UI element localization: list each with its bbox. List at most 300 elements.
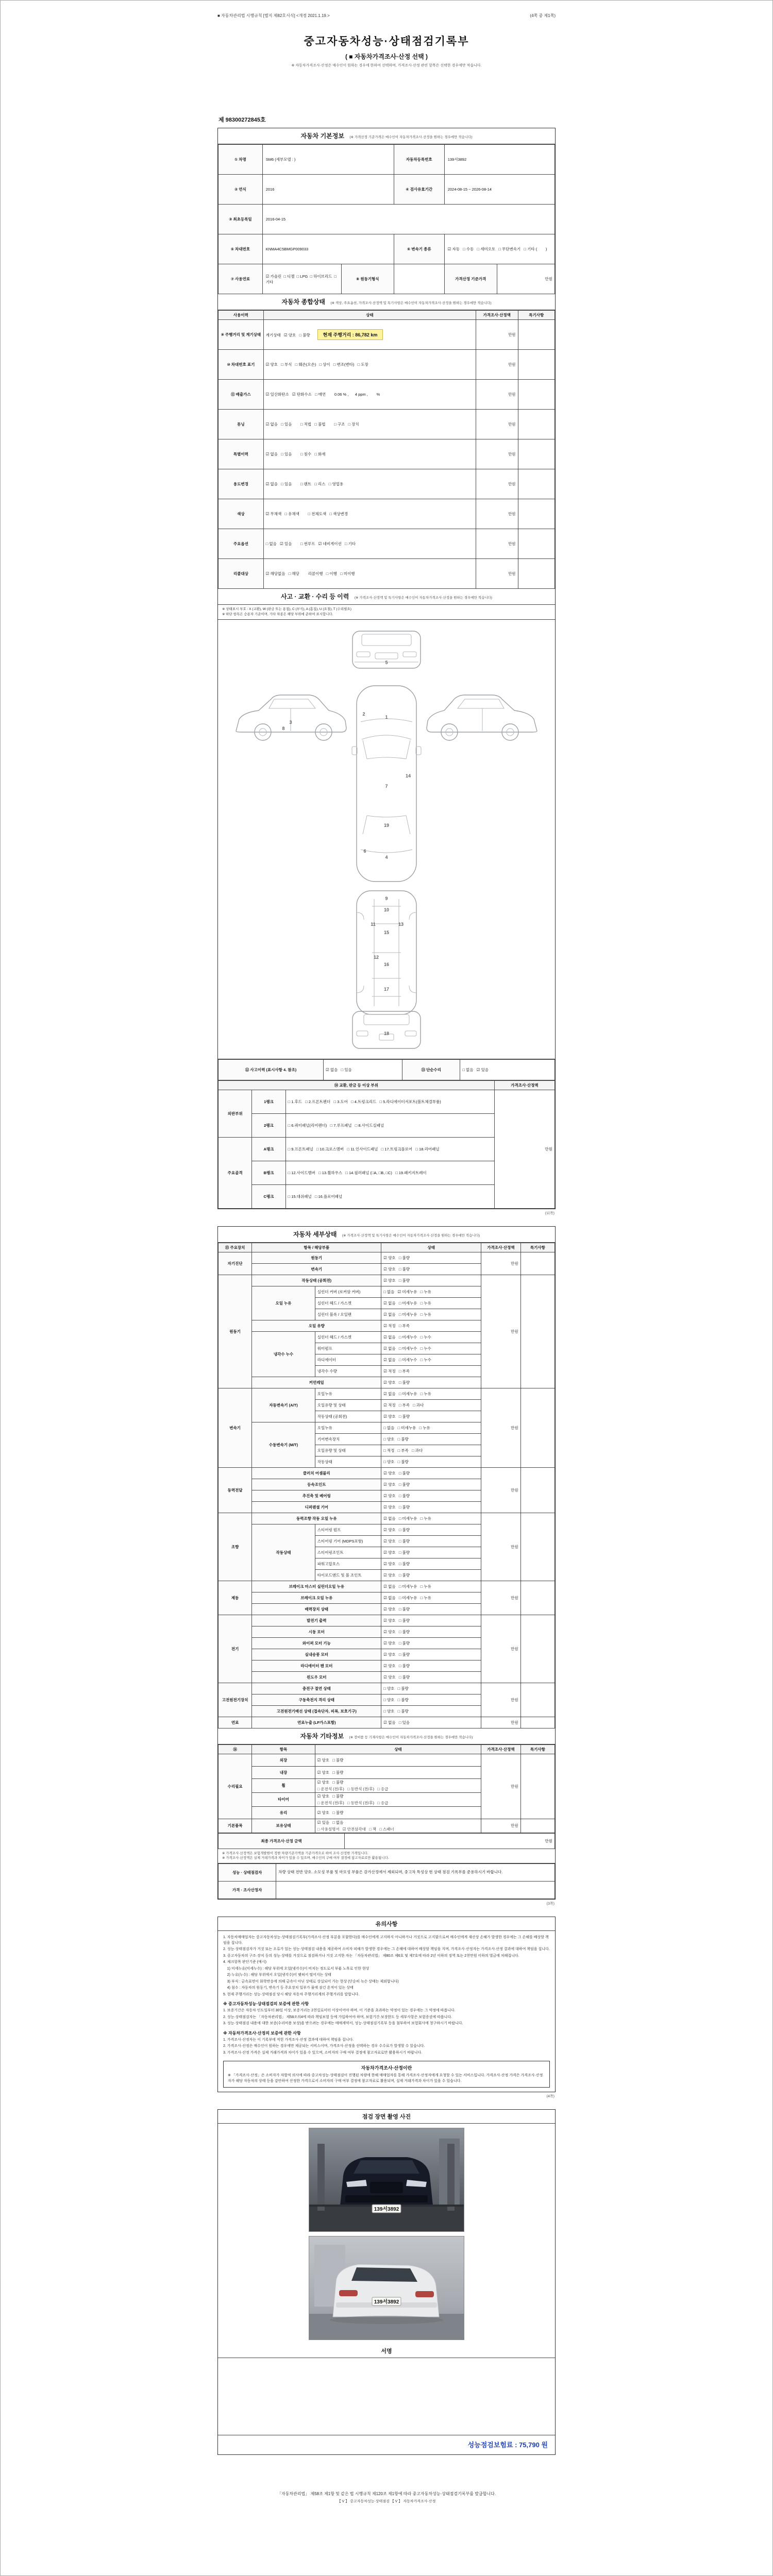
transmission-label: ⑥ 변속기 종류 [394,234,444,264]
status-options: ☑ 있음 □ 없음 □ 사용설명서 ☑ 안전삼각대 □ 잭 □ 스패너 [315,1819,481,1833]
table-row [219,1059,555,1080]
status-options: ☑ 양호 □ 불량 [315,1806,481,1819]
status-options: ☑ 양호 □ 부식 □ 훼손(오손) □ 상이 □ 변조(변타) □ 도장 [265,362,368,367]
status-options: □ 적정 □ 부족 □ 과다 [381,1445,481,1456]
table-row [219,145,555,175]
price-amount: 만원 [481,1615,521,1683]
status-options: ☑ 없음 □ 미세누유 □ 누유 [381,1309,481,1320]
usage-history-row [219,439,555,469]
item-label: 자동변속기 (A/T) [252,1388,315,1422]
other-info-header [218,1728,555,1744]
status-options: ☑ 양호 □ 불량 [315,1754,481,1766]
item-label: 동력조향 작동 오일 누유 [252,1513,381,1524]
rank-label: A랭크 [252,1137,285,1161]
device-group-label: 원동기 [219,1275,252,1388]
device-group-label: 동력전달 [219,1467,252,1513]
status-options: ☑ 양호 □ 불량 [381,1671,481,1683]
device-condition-row [219,1717,555,1728]
item-label: 타이어 [252,1792,315,1806]
status-options: ☑ 양호 □ 불량 [381,1501,481,1513]
form-sheet [217,13,556,2504]
fuel-label: ⑦ 사용연료 [219,264,263,294]
accident-title: 사고 · 교환 · 수리 등 이력 [281,593,349,600]
price-note-2: ※ 가격조사·산정액은 실제 거래가격과 차이가 있을 수 있으며, 매수인의 구매 여부 결정에 참고자료로만 활용됩니다. [222,1856,389,1860]
price-amount: 만원 [476,410,518,439]
col-status: 상태 [315,1744,481,1754]
notice-item: 2. 성능·상태점검자가 거짓 또는 오류가 있는 성능·상태점검 내용을 제공하여 소비자 피해가 발생한 경우에는 그 손해에 대하여 배상할 책임을 지며, 가격조사·산정자는 가격조사·산정 결과에 대하여 책임을 집니다. [223,1947,550,1951]
price-amount: 만원 [476,380,518,410]
status-options: ☑ 양호 □ 불량 [381,1411,481,1422]
panel-number-label: 8 [282,725,285,731]
subitem-label: 실린더 헤드 / 가스켓 [315,1297,381,1309]
item-label: 구동축전지 격리 상태 [252,1694,381,1705]
remark-cell [520,1754,554,1819]
title-block [217,33,556,68]
item-label: 휠 [252,1778,315,1792]
panel-number-label: 14 [405,773,411,778]
status-options: ☑ 없음 □ 있음 □ 침수 □ 화재 [265,452,326,456]
usage-item-status [263,469,476,499]
remark-cell [520,1275,554,1388]
col-status: 상태 [263,311,476,320]
status-options: ☑ 양호 □ 불량 [381,1490,481,1501]
item-label: 작동상태 [252,1524,315,1581]
item-label: 브레이크 마스터 실린더오일 누유 [252,1581,381,1592]
usage-history-row [219,380,555,410]
device-group-label: 기본품목 [219,1819,252,1833]
price-amount: 만원 [476,559,518,589]
subitem-label: 오일유량 및 상태 [315,1399,381,1411]
usage-history-row [219,529,555,559]
table-row [219,1864,555,1882]
device-condition-row [219,1275,555,1286]
summary-header [218,294,555,310]
item-label: 커먼레일 [252,1377,381,1388]
device-condition-row [219,1615,555,1626]
notice-item: 4. 체크항목 판단기준 (예시) [223,1960,266,1964]
status-options: ☑ 양호 □ 불량 [381,1524,481,1535]
status-options: □ 없음 ☑ 미세누유 □ 누유 [381,1286,481,1297]
usage-item-status [263,410,476,439]
status-options: ☑ 없음 □ 미세누유 □ 누유 [381,1581,481,1592]
inspection-photo-rear [309,2236,464,2340]
price-appraisal-definition-box [223,2061,550,2088]
remark-cell [518,350,554,380]
usage-item-label: ⑨ 주행거리 및 계기상태 [219,320,264,350]
rank-label: B랭크 [252,1161,285,1184]
exchange-title: ⑭ 교환, 판금 등 이상 부위 [219,1080,495,1090]
device-condition-row [219,1388,555,1399]
panel-group-label: 주요골격 [219,1137,252,1208]
item-label: 브레이크 오일 누유 [252,1592,381,1603]
col-remarks: 특기사항 [520,1744,554,1754]
car-name-value: SM6 (세부모델 : ) [262,145,394,175]
panel-number-label: 12 [373,954,379,960]
status-options: □ 없음 ☑ 있음 □ 썬루프 ☑ 네비게이션 □ 기타 [265,541,356,546]
price-select-line: ( ■ 자동차가격조사·산정 선택 ) [345,53,428,60]
basic-info-table [218,144,555,294]
remark-cell [520,1467,554,1513]
item-label: 발전기 출력 [252,1615,381,1626]
status-options: ☑ 양호 □ 불량 [381,1569,481,1581]
status-options: ☑ 양호 □ 불량 [381,1637,481,1649]
status-options: ☑ 없음 □ 미세누유 □ 누유 [381,1592,481,1603]
price-amount: 만원 [481,1754,521,1819]
col-amount: 가격조사·산정액 [481,1243,521,1252]
panel-number-label: 6 [363,848,366,854]
rank-items: □ 1.후드 □ 2.프론트펜더 □ 3.도어 □ 4.트렁크리드 □ 5.라디에이터서포트(볼트체결부품) [285,1090,494,1113]
device-group-label: 제동 [219,1581,252,1615]
device-condition-row [219,1683,555,1694]
item-label: 클러치 어셈블리 [252,1467,381,1479]
status-options: ☑ 양호 □ 불량 [381,1252,481,1263]
col-usage-history: 사용이력 [219,311,264,320]
form-footer [217,2491,556,2504]
summary-note: (※ 색상, 주요옵션, 가격조사·산정액 및 특기사항은 매수인이 자동차가격조사·산정을 원하는 경우에만 적습니다) [330,301,492,305]
panel-number-label: 7 [385,783,388,789]
notice-item: 1. 자동차매매업자는 중고자동차성능·상태점검기록부(가격조사·산정 부분을 포함한다)를 매수인에게 고지하지 아니하거나 거짓으로 고지함으로써 매수인에게 재산상 손해가 발생한 경우에는 그 손해를 배상할 책임을 집니다. [223,1936,549,1945]
status-options: ☑ 없음 □ 미세누수 □ 누수 [381,1331,481,1343]
panel-number-label: 13 [398,921,404,927]
panel-number-label: 5 [385,659,388,665]
subitem-label: 라디에이터 [315,1354,381,1365]
pricing-section-title: ※ 자동차가격조사·산정의 보증에 관한 사항 [223,2030,301,2036]
remark-cell [518,499,554,529]
remark-cell [520,1615,554,1683]
usage-item-label: ⑩ 차대번호 표기 [219,350,264,380]
car-rear-view [352,1011,421,1048]
insurance-fee-label: 성능점검보험료 : [467,2441,517,2449]
car-panel-diagram [218,620,555,1059]
table-row [219,205,555,234]
panel-group-label: 외판부위 [219,1090,252,1137]
column-header-row [219,1243,555,1252]
col-amount: 가격조사·산정액 [476,311,518,320]
subitem-label: 기어변속장치 [315,1433,381,1445]
definition-text: ※ 「가격조사·산정」은 소비자가 자발적 의사에 따라 중고차성능·상태점검이 진행된 차량에 한해 매매업자를 통해 가격조사·산정자에게 요청할 수 있는 서비스입니다. 가격조사·산정 가격은 가격조사·산정자가 해당 자동차의 상태 등을 감안하여 산정한 가격으로서 소비자의 구매 여부 결정에 참고자료로 활용되며, 실제 거래가격과 차이가 있을 수 있습니다. [228,2074,543,2083]
usage-history-row [219,559,555,589]
notice-item: 2. 가격조사·산정은 매수인이 원하는 경우에만 제공되는 서비스이며, 가격조사·산정을 선택하는 경우 수수료가 발생할 수 있습니다. [223,2044,425,2048]
first-reg-label: ③ 최초등록일 [219,205,263,234]
panel-number-label: 2 [362,711,365,717]
price-select-note: ※ 자동차가격조사·산정은 매수인이 원하는 경우에 한하여 선택하며, 가격조사·산정 관련 항목은 선택한 경우에만 적습니다. [291,64,482,67]
definition-title: 자동차가격조사·산정이란 [361,2065,412,2071]
subitem-label: 오일누유 [315,1388,381,1399]
device-group-label: 고전원전기장치 [219,1683,252,1717]
panel-number-label: 4 [385,854,388,860]
diagram-legend [218,605,555,620]
remark-cell [520,1252,554,1275]
accident-note: (※ 가격조사·산정액 및 특기사항은 매수인이 자동차가격조사·산정을 원하는 경우에만 적습니다) [354,596,492,600]
final-price-label: 최종 가격조사·산정 금액 [219,1833,345,1849]
document-number: 제 98300272845호 [219,117,266,123]
legend-basis: ※ 하단 항목은 승용차 기준이며, 기타 차종은 해당 부위에 준하여 표시합니다. [222,612,333,616]
device-condition-row [219,1252,555,1263]
item-label: 연료누출 (LP가스포함) [252,1717,381,1728]
status-options: ☑ 양호 □ 불량 [381,1626,481,1637]
price-amount: 만원 [476,469,518,499]
status-options: ☑ 양호 □ 불량 [381,1615,481,1626]
insurance-fee-value: 75,790 원 [519,2441,548,2449]
detail-header [218,1227,555,1243]
subitem-label: 워터펌프 [315,1343,381,1354]
panel-number-label: 16 [383,961,390,967]
basic-info-title: 자동차 기본정보 [300,132,344,140]
device-condition-row [219,1819,555,1833]
col-item: 항목 [252,1744,315,1754]
fuel-options: ☑ 가솔린 □ 디젤 □ LPG □ 하이브리드 □ 기타 [262,264,341,294]
status-options: ☑ 양호 □ 불량 [381,1377,481,1388]
column-header-row [219,311,555,320]
warranty-section-title: ※ 중고자동차성능·상태점검의 보증에 관한 사항 [223,2002,309,2006]
page-4 [217,2109,556,2455]
basic-info-header [218,128,555,144]
top-strip [217,13,556,19]
item-label: 원동기 [252,1252,381,1263]
table-row [219,1882,555,1899]
item-label: 외장 [252,1754,315,1766]
final-price-table [218,1833,555,1849]
price-amount: 만원 [481,1252,521,1275]
remark-cell [518,469,554,499]
price-amount: 만원 [481,1819,521,1833]
usage-item-status [263,380,476,410]
car-side-view-right [427,695,537,740]
usage-item-label: 튜닝 [219,410,264,439]
usage-item-label: 용도변경 [219,469,264,499]
panel-number-label: 15 [383,929,390,935]
column-header-row [219,1744,555,1754]
status-options: ☑ 양호 □ 불량 [381,1275,481,1286]
panel-number-label: 11 [371,921,376,927]
page-3 [217,1917,556,2092]
remark-cell [518,380,554,410]
item-label: 와이퍼 모터 기능 [252,1637,381,1649]
license-plate-rear: 139서3892 [374,2299,399,2305]
subitem-label: 실린더 헤드 / 가스켓 [315,1331,381,1343]
status-options: □ 양호 □ 불량 [381,1456,481,1467]
accident-header [218,589,555,605]
device-group-label: 전기 [219,1615,252,1683]
usage-item-status [263,559,476,589]
notice-item: 2. 성능·상태점검자는 「자동차관리법」 제58조의4에 따라 책임보험 등에 가입하여야 하며, 보험기간·보장한도 등 세부사항은 보험증권에 따릅니다. [223,2015,452,2019]
usage-history-row [219,410,555,439]
base-price-label: 가격산정 기준가격 [444,264,497,294]
status-options: ☑ 양호 □ 불량 [315,1766,481,1778]
photo-rear-svg [309,2236,464,2340]
rank-label: 1랭크 [252,1090,285,1113]
transmission-options: ☑ 자동 □ 수동 □ 세미오토 □ 무단변속기 □ 기타 ( ) [444,234,554,264]
price-amount: 만원 [476,320,518,350]
car-name-label: ① 차명 [219,145,263,175]
price-amount: 만원 [476,439,518,469]
status-options: ☑ 없음 □ 미세누유 □ 누유 [381,1513,481,1524]
table-row [219,234,555,264]
usage-item-status [263,350,476,380]
item-label: 라디에이터 팬 모터 [252,1660,381,1671]
summary-table [218,310,555,589]
device-group-label: 수리필요 [219,1754,252,1819]
price-amount: 만원 [481,1683,521,1717]
item-label: 등속조인트 [252,1479,381,1490]
status-options: ☑ 적정 □ 부족 [381,1320,481,1331]
status-options: □ 양호 □ 불량 [381,1433,481,1445]
inspection-insurance-fee [218,2435,555,2454]
notice-warranty-list [223,2008,550,2027]
vin-label: ⑤ 차대번호 [219,234,263,264]
status-options: ☑ 해당없음 □ 해당 리콜이행 □ 이행 □ 미이행 [265,571,355,576]
rank-label: C랭크 [252,1184,285,1208]
col-item-part: 항목 / 해당부품 [252,1243,381,1252]
status-options: 계기상태 ☑ 양호 □ 불량 [265,333,310,337]
panel-number-label: 1 [385,714,388,720]
status-suboptions: □ 운전석 (전/후) □ 동반석 (전/후) □ 응급 [317,1800,389,1805]
table-row [219,1833,555,1849]
status-options: ☑ 없음 □ 있음 □ 렌트 □ 리스 □ 영업용 [265,482,344,486]
col-group: ⑯ [219,1744,252,1754]
car-side-view-left [236,695,346,740]
status-options: ☑ 적정 □ 부족 [381,1365,481,1377]
status-options: □ 양호 □ 불량 [381,1694,481,1705]
col-status: 상태 [381,1243,481,1252]
notice-item: 3. 중고자동차의 구조·장치 등의 성능·상태를 거짓으로 점검하거나 거짓 고지한 자는 「자동차관리법」 제80조 제6호 및 제7호에 따라 2년 이하의 징역 또는 2천만원 이하의 벌금에 처해집니다. [223,1954,519,1958]
status-options: ☑ 양호 □ 불량 [381,1467,481,1479]
usage-item-label: 특별이력 [219,439,264,469]
status-options: ☑ 양호 □ 불량 [381,1535,481,1547]
reg-no-label: 자동차등록번호 [394,145,444,175]
subitem-label: 냉각수 수량 [315,1365,381,1377]
inspection-period-label: ④ 검사유효기간 [394,175,444,205]
status-options: ☑ 양호 □ 불량 [381,1263,481,1275]
simple-repair-status: □ 없음 ☑ 있음 [460,1059,555,1080]
remark-cell [520,1717,554,1728]
device-condition-row [219,1754,555,1766]
status-options: ☑ 없음 □ 미세누수 □ 누수 [381,1354,481,1365]
appraiser-opinion-text [276,1882,555,1899]
status-options: ☑ 없음 □ 있음 [381,1717,481,1728]
price-amount: 만원 [476,499,518,529]
column-header-row [219,1080,555,1090]
item-label: 냉각수 누수 [252,1331,315,1377]
rank-items: □ 9.프론트패널 □ 10.크로스멤버 □ 11.인사이드패널 □ 17.트렁크플로어 □ 18.리어패널 [285,1137,494,1161]
inspector-role-label: 성능 · 상태점검자 [219,1864,276,1882]
engine-type-label: ⑧ 원동기형식 [341,264,394,294]
col-major-device: ⑮ 주요장치 [219,1243,252,1252]
item-label: 충전구 절연 상태 [252,1683,381,1694]
back-page-marker: (뒤쪽) [545,1211,554,1215]
subitem-label: 오일누유 [315,1422,381,1433]
detail-note: (※ 가격조사·산정액 및 특기사항은 매수인이 자동차가격조사·산정을 원하는 경우에만 적습니다) [342,1233,480,1238]
form-reference: ■ 자동차관리법 시행규칙 [별지 제82호서식] <개정 2021.1.19.> [217,13,330,18]
subitem-label: 실린더 블록 / 오일팬 [315,1309,381,1320]
notice-item: 4) 침수 : 자동차의 원동기, 변속기 등 주요장치 일부가 물에 잠긴 흔적이 있는 상태 [223,1986,354,1990]
notice-body [218,1931,555,2092]
engine-type-value [394,264,444,294]
footer-check-line: 【 V 】 중고자동차성능·상태점검 【 V 】 자동차가격조사·산정 [337,2500,436,2503]
item-label: 디퍼렌셜 기어 [252,1501,381,1513]
notice-item: 3. 가격조사·산정 가격은 실제 거래가격과 차이가 있을 수 있으며, 소비자의 구매 여부 결정에 참고자료로만 활용하시기 바랍니다. [223,2050,423,2055]
notice-item: 1. 가격조사·산정자는 이 기록부에 적힌 가격조사·산정 결과에 대하여 책임을 집니다. [223,2038,354,2042]
usage-history-row [219,499,555,529]
panel-rank-row [219,1090,555,1113]
first-reg-value: 2016-04-15 [262,205,554,234]
usage-history-row [219,469,555,499]
remark-cell [520,1683,554,1717]
footer-statute-line: 「자동차관리법」 제58조 제1항 및 같은 법 시행규칙 제120조 제1항에 따라 중고자동차성능·상태점검기록부를 발급합니다. [277,2492,496,2496]
item-label: 내장 [252,1766,315,1778]
status-options: ☑ 양호 □ 불량 [381,1479,481,1490]
panel-number-label: 18 [383,1030,390,1036]
notice-title: 유의사항 [218,1917,555,1931]
panel-exchange-table [218,1080,555,1209]
document-title: 중고자동차성능·상태점검기록부 [304,36,469,47]
usage-history-row [219,320,555,350]
device-group-label: 변속기 [219,1388,252,1467]
device-group-label: 자기진단 [219,1252,252,1275]
accident-history-label: ⑫ 사고이력 (표시사항 4. 참조) [219,1059,324,1080]
item-label: 배력장치 상태 [252,1603,381,1615]
legend-symbols: ※ 상태표시 부호 : X (교환), W (판금 또는 용접), C (부식), A (흠집), U (요철), T (수리필요) [222,607,351,611]
price-note-1: ※ 가격조사·산정액은 보험개발원이 정한 차량기준가액을 기준가격으로 하여 조사·산정한 가격입니다. [222,1851,368,1855]
page4-marker: (4쪽) [546,2095,554,2098]
status-options: □ 양호 □ 불량 [381,1683,481,1694]
car-diagram-svg [227,623,546,1056]
item-label: 수동변속기 (M/T) [252,1422,315,1467]
page3-marker: (3쪽) [546,1902,554,1906]
rank-items: □ 12.사이드멤버 □ 13.휠하우스 □ 14.필러패널 (□A, □B, □C) □ 19.패키지트레이 [285,1161,494,1184]
item-label: 실내송풍 모터 [252,1649,381,1660]
remark-cell [520,1513,554,1581]
item-label: 작동상태 (공회전) [252,1275,381,1286]
notice-item: 3. 성능·상태점검 내용에 대한 보증(수리비용 보상)을 받으려는 경우에는 매매계약서, 성능·상태점검기록부 등을 첨부하여 보험회사에 청구하시기 바랍니다. [223,2022,463,2025]
table-row [219,264,555,294]
status-options: ☑ 무채색 □ 유채색 □ 전체도색 □ 색상변경 [265,512,348,516]
item-label: 오일 유량 [252,1320,381,1331]
panel-number-label: 10 [383,907,390,912]
device-condition-row [219,1467,555,1479]
simple-repair-label: ⑬ 단순수리 [402,1059,460,1080]
item-label: 윈도우 모터 [252,1671,381,1683]
detail-condition-table [218,1243,555,1728]
price-amount: 만원 [481,1467,521,1513]
inspection-period-value: 2024-08-15 ~ 2026-08-14 [444,175,554,205]
signature-area [218,2358,555,2435]
price-amount: 만원 [494,1090,554,1208]
notice-item: 3) 부식 : 금속표면이 화학반응에 의해 금속이 아닌 상태로 상실되어 가는 현상 (단순히 녹슨 상태는 제외합니다) [223,1979,399,1984]
photos-title: 점검 장면 촬영 사진 [218,2110,555,2124]
price-amount: 만원 [481,1275,521,1388]
final-price-value: 만원 [344,1833,554,1849]
status-options: ☑ 양호 □ 불량 [381,1558,481,1569]
usage-item-label: 색상 [219,499,264,529]
price-amount: 만원 [481,1388,521,1467]
remark-cell [520,1388,554,1467]
status-options: ☑ 일산화탄소 ☑ 탄화수소 □ 매연 0.06 % , 4 ppm , % [265,392,380,397]
reg-no-value: 139서3892 [444,145,554,175]
item-label: 보유상태 [252,1819,315,1833]
appraiser-role-label: 가격 · 조사산정자 [219,1882,276,1899]
remark-cell [518,320,554,350]
col-remarks: 특기사항 [520,1243,554,1252]
remark-cell [518,410,554,439]
panel-number-label: 19 [383,822,390,828]
subitem-label: 오일유량 및 상태 [315,1445,381,1456]
status-options: ☑ 없음 □ 미세누유 □ 누유 [381,1297,481,1309]
accident-history-status: ☑ 없음 □ 있음 [324,1059,402,1080]
base-price-value: 만원 [497,264,554,294]
price-amount: 만원 [481,1717,521,1728]
remark-cell [518,529,554,559]
